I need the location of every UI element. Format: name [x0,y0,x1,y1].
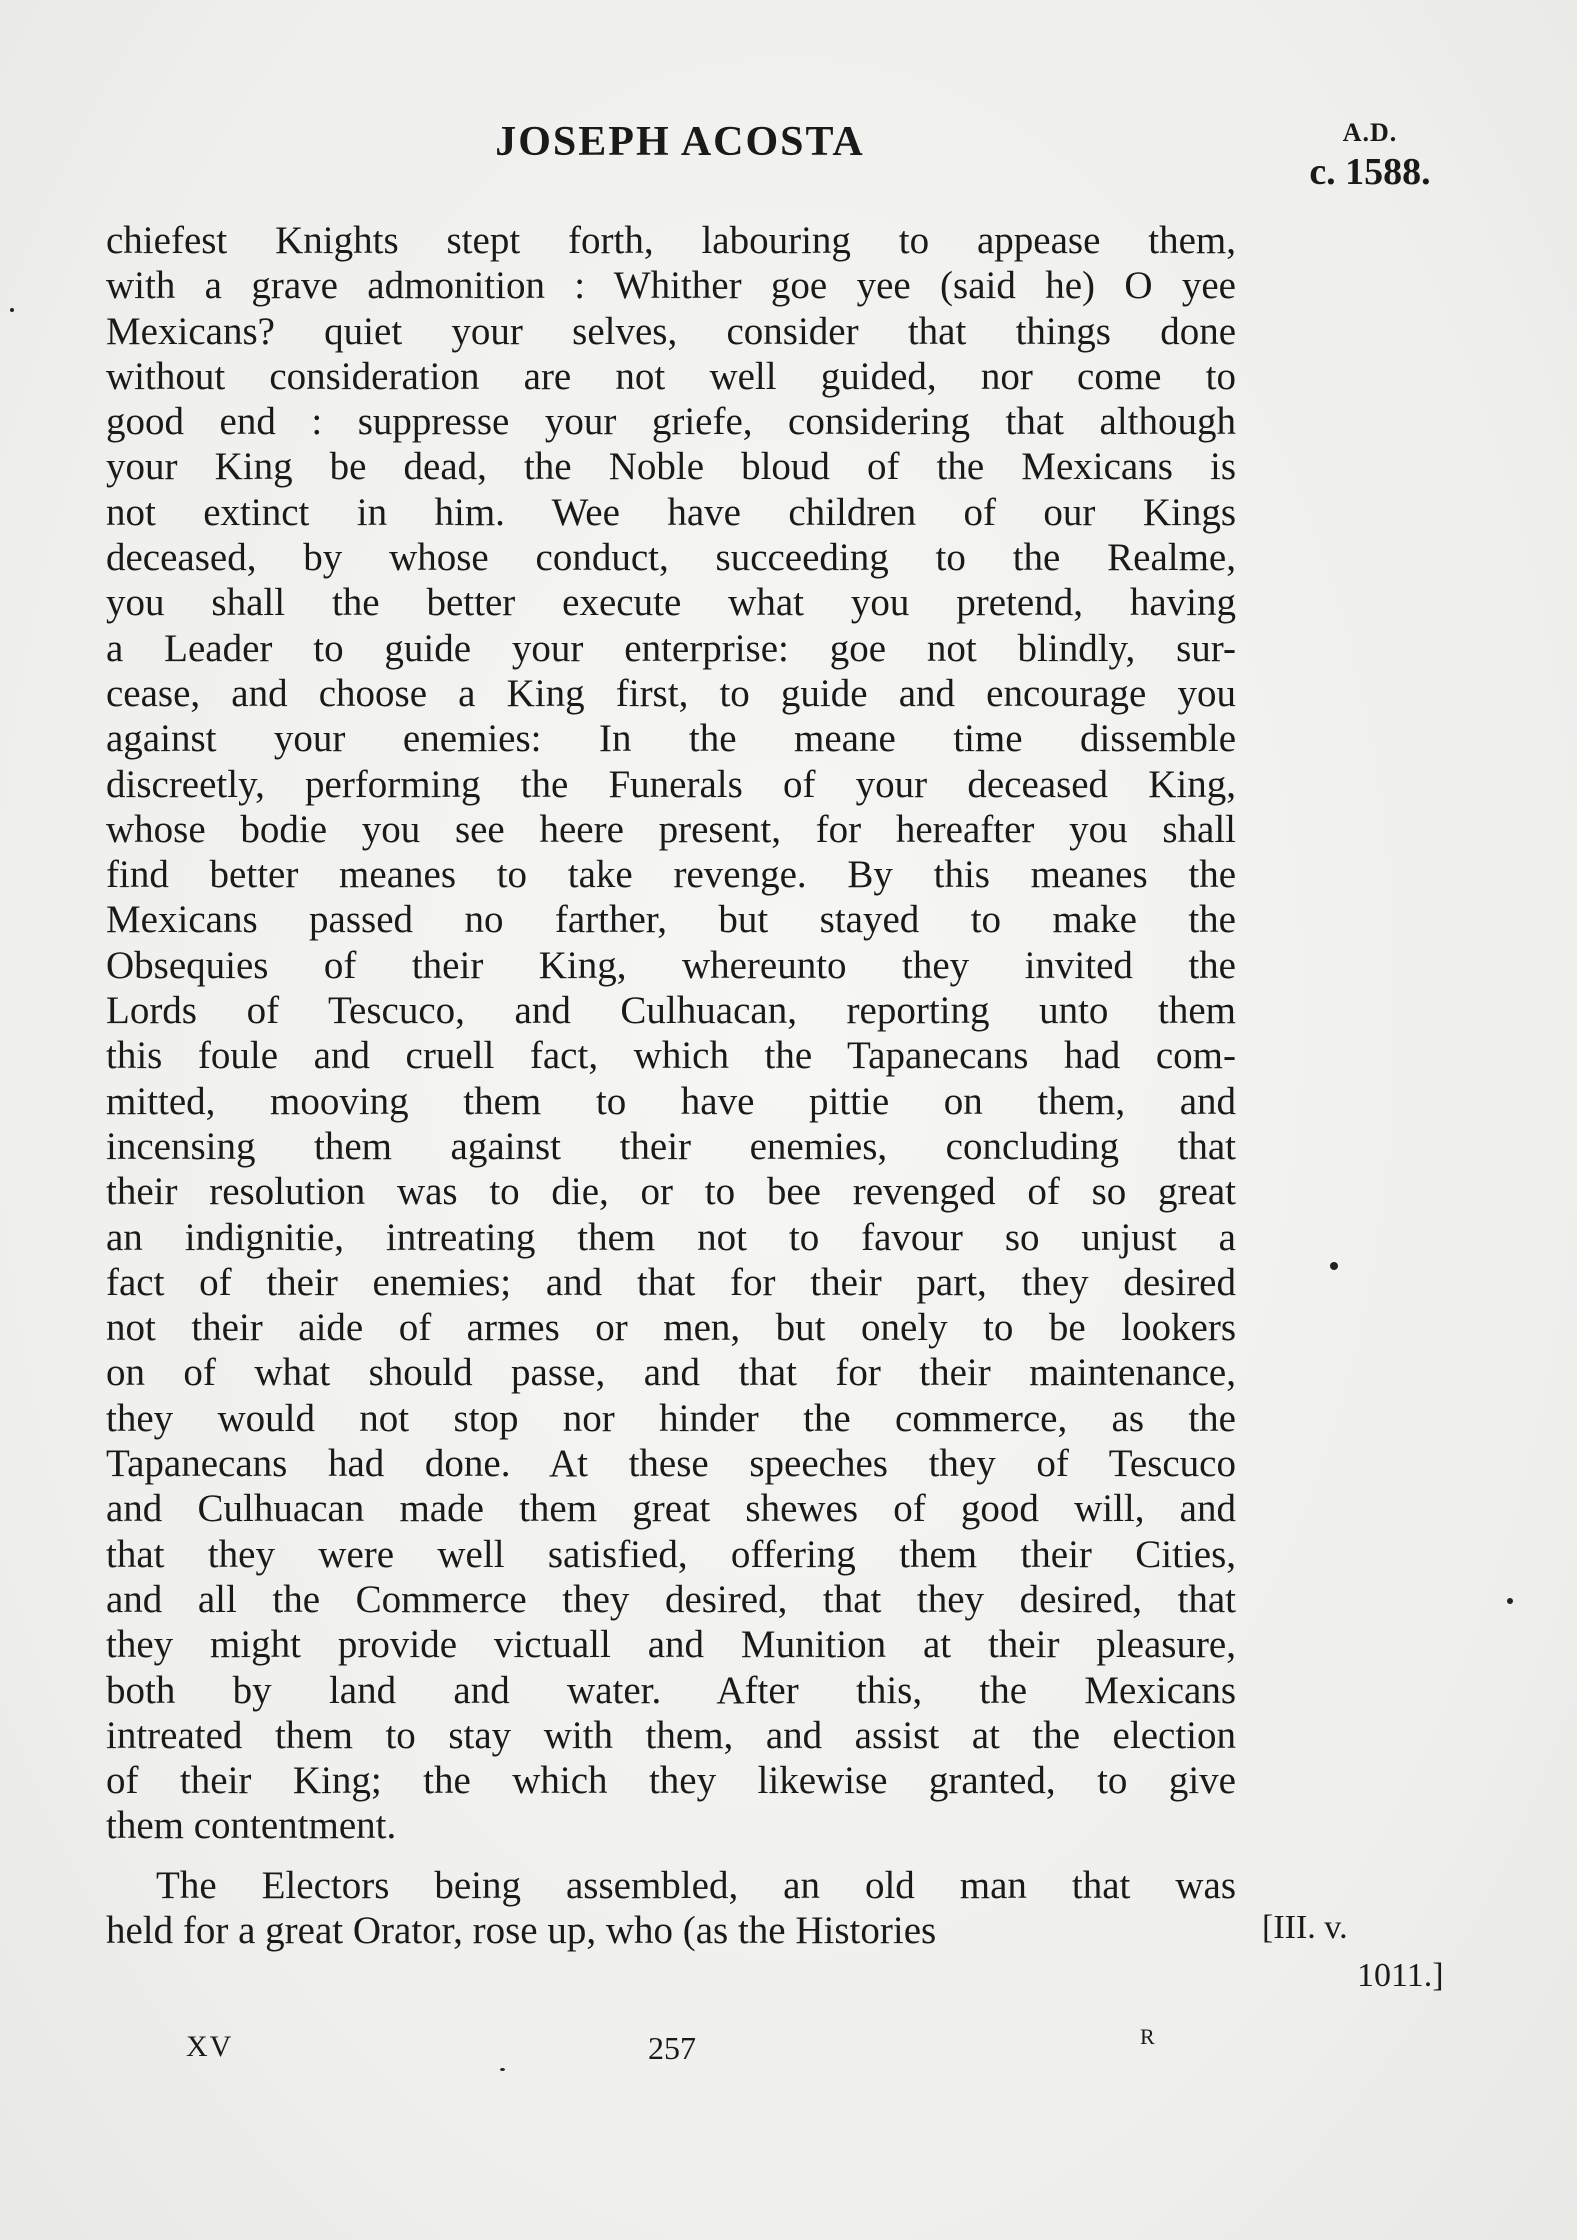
text-line: whose bodie you see heere present, for hereafter you shall [106,807,1236,851]
margin-reference-line-2: 1011.] [1357,1957,1444,1994]
text-line: incensing them against their enemies, concluding that [106,1124,1236,1168]
text-line: their resolution was to die, or to bee revenged of so great [106,1170,1236,1214]
text-line: both by land and water. After this, the Mexicans [106,1668,1236,1712]
paragraph-2 [106,1863,1236,1954]
margin-reference [1262,1904,1482,2000]
text-line: that they were well satisfied, offering them their Cities, [106,1532,1236,1576]
text-line: mitted, mooving them to have pittie on them, and [106,1079,1236,1123]
paragraph-gap [106,1849,1236,1863]
text-line: against your enemies: In the meane time dissemble [106,717,1236,761]
gathering-mark: R [1140,2024,1155,2049]
text-line: not extinct in him. Wee have children of our Kings [106,490,1236,534]
text-line: held for a great Orator, rose up, who (as the Histories [106,1908,937,1952]
text-line: a Leader to guide your enterprise: goe not blindly, sur- [106,626,1236,670]
page-footer [0,2024,1577,2080]
text-line: with a grave admonition : Whither goe yee (said he) O yee [106,264,1236,308]
scan-speck [10,308,14,312]
scan-speck [1330,1262,1338,1270]
text-line: they might provide victuall and Munition at their pleasure, [106,1623,1236,1667]
text-line: and all the Commerce they desired, that they desired, that [106,1577,1236,1621]
text-line: deceased, by whose conduct, succeeding to the Realme, [106,536,1236,580]
text-line: and Culhuacan made them great shewes of good will, and [106,1487,1236,1531]
text-line: without consideration are not well guided, nor come to [106,354,1236,398]
scan-speck [1507,1598,1513,1604]
text-line: them contentment. [106,1804,397,1848]
text-line: fact of their enemies; and that for their part, they desired [106,1260,1236,1304]
text-line: your King be dead, the Noble bloud of the Mexicans is [106,445,1236,489]
text-line: cease, and choose a King first, to guide and encourage you [106,671,1236,715]
text-line: Mexicans passed no farther, but stayed to make the [106,898,1236,942]
page-number: 257 [648,2030,696,2066]
body-text [106,218,1236,1953]
text-line: they would not stop nor hinder the commerce, as the [106,1396,1236,1440]
text-line: chiefest Knights stept forth, labouring to appease them, [106,219,1236,262]
text-line: of their King; the which they likewise granted, to give [106,1759,1236,1803]
text-line: discreetly, performing the Funerals of your deceased King, [106,762,1236,806]
text-line: good end : suppresse your griefe, considering that although [106,400,1236,444]
signature-mark: XV [186,2030,234,2063]
running-head-title: JOSEPH ACOSTA [495,119,865,165]
text-line: Lords of Tescuco, and Culhuacan, reporting unto them [106,989,1236,1033]
date-label: A.D. [1342,118,1398,147]
text-line: you shall the better execute what you pretend, having [106,581,1236,625]
date-year: c. 1588. [1309,151,1431,193]
text-line: intreated them to stay with them, and assist at the election [106,1713,1236,1757]
text-line: an indignitie, intreating them not to favour so unjust a [106,1215,1236,1259]
date-marginal [1290,118,1450,194]
text-line: find better meanes to take revenge. By this meanes the [106,853,1236,897]
text-line: not their aide of armes or men, but onely to be lookers [106,1306,1236,1350]
text-line: Mexicans? quiet your selves, consider that things done [106,309,1236,353]
text-line: this foule and cruell fact, which the Tapanecans had com- [106,1034,1236,1078]
paragraph-1 [106,218,1236,1849]
scan-speck [500,2068,505,2071]
margin-reference-line-1: [III. v. [1262,1909,1348,1946]
text-line: on of what should passe, and that for their maintenance, [106,1351,1236,1395]
text-line: Tapanecans had done. At these speeches they of Tescuco [106,1442,1236,1486]
text-line: The Electors being assembled, an old man that was [156,1863,1236,1907]
text-line: Obsequies of their King, whereunto they invited the [106,943,1236,987]
